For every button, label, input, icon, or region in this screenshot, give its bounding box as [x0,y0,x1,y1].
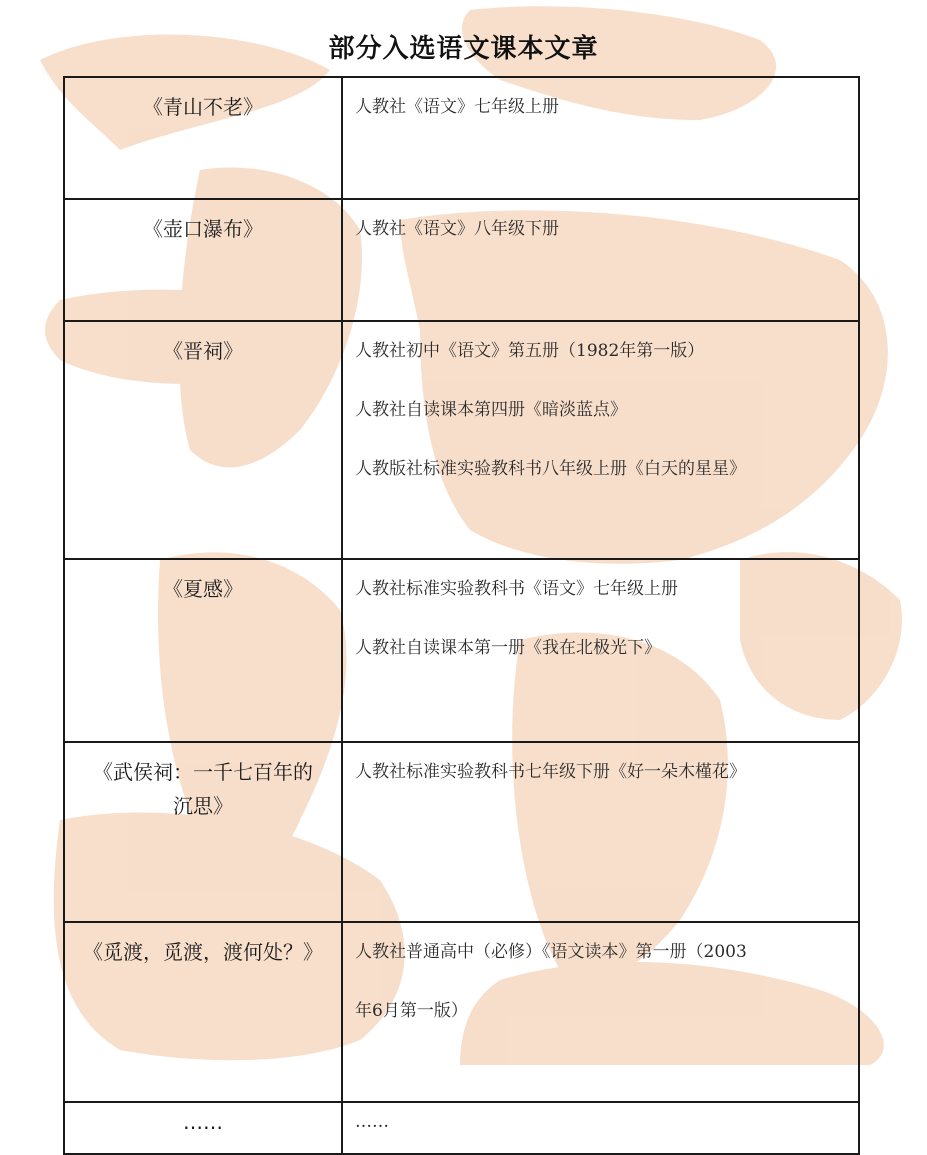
table-row [64,1102,859,1154]
textbook-source-line-1: 人教社普通高中（必修）《语文读本》第一册（2003 [355,942,747,962]
article-title: 《觅渡，觅渡，渡何处？》 [83,940,323,964]
article-title: 《青山不老》 [143,95,263,119]
textbook-source-cell [342,559,859,742]
table-row [64,199,859,321]
article-title: 《晋祠》 [163,339,243,363]
article-title: 《壶口瀑布》 [143,217,263,241]
table-row [64,559,859,742]
table-row [64,77,859,199]
textbook-source: 人教社自读课本第四册《暗淡蓝点》 [355,400,627,420]
textbook-source-cell [342,321,859,559]
article-title-line-1: 《武侯祠：一千七百年的 [93,760,313,784]
article-title: 《夏感》 [163,577,243,601]
textbook-source: 人教社标准实验教科书《语文》七年级上册 [355,579,678,599]
textbook-source-cell [342,1102,859,1154]
table-row [64,321,859,559]
textbook-source: 人教社初中《语文》第五册（1982年第一版） [355,341,705,361]
textbook-source: 人教社《语文》七年级上册 [355,97,559,117]
table-row [64,742,859,922]
ellipsis: …… [183,1110,223,1134]
article-title-line-2: 沉思》 [173,794,233,818]
article-title-cell [64,199,342,321]
textbook-source-cell [342,77,859,199]
table-row [64,922,859,1102]
article-title-cell [64,742,342,922]
article-title-cell [64,922,342,1102]
textbook-source: 人教社标准实验教科书七年级下册《好一朵木槿花》 [355,762,746,782]
textbook-source-line-2: 年6月第一版） [355,1001,468,1021]
article-title-cell [64,1102,342,1154]
textbook-source-cell [342,742,859,922]
textbook-source: 人教社《语文》八年级下册 [355,219,559,239]
textbook-source-cell [342,199,859,321]
ellipsis: …… [355,1112,389,1132]
textbook-source-cell [342,922,859,1102]
textbook-source: 人教社自读课本第一册《我在北极光下》 [355,638,661,658]
page-title: 部分入选语文课本文章 [328,34,599,64]
article-title-cell [64,321,342,559]
article-title-cell [64,77,342,199]
textbook-articles-table [63,76,860,1155]
article-title-cell [64,559,342,742]
textbook-source: 人教版社标准实验教科书八年级上册《白天的星星》 [355,459,746,479]
